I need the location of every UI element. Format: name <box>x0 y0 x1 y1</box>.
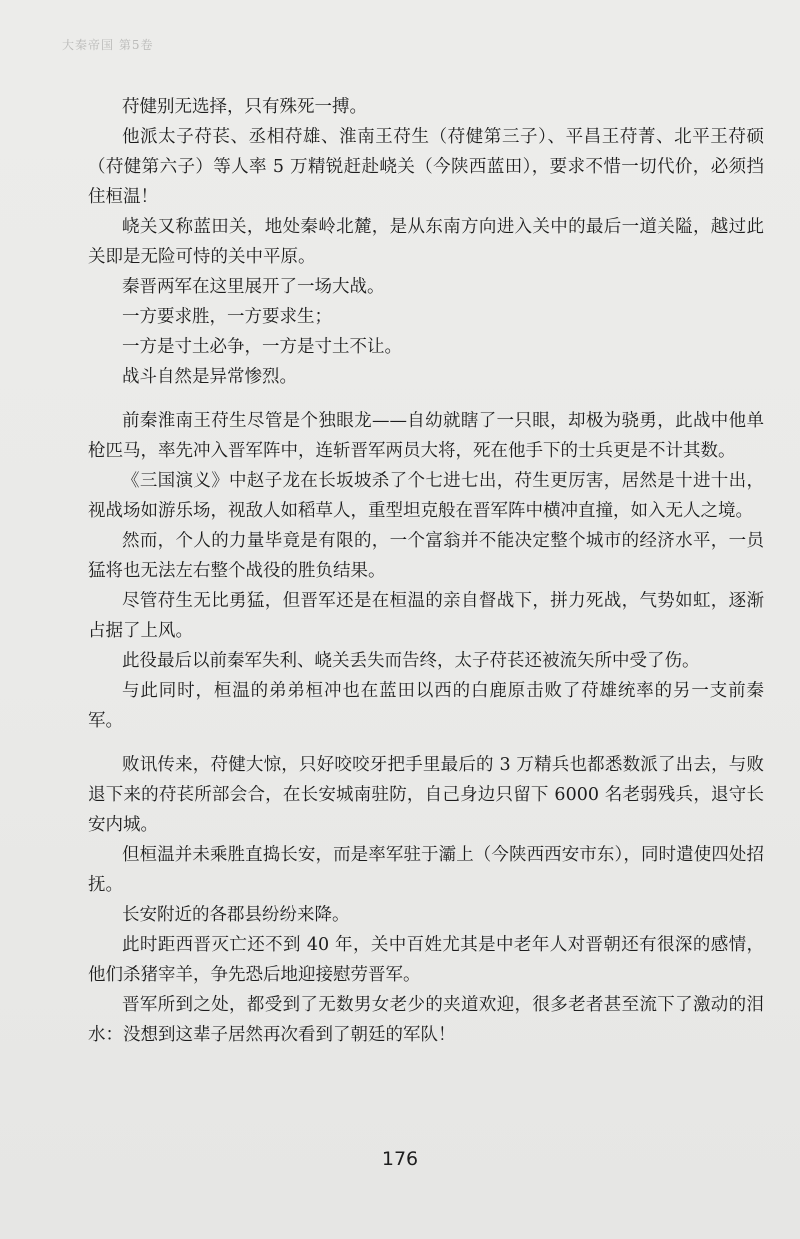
body-text <box>88 92 764 1050</box>
page-number: 176 <box>381 1148 419 1170</box>
paragraph: 此时距西晋灭亡还不到 40 年，关中百姓尤其是中老年人对晋朝还有很深的感情，他们杀猪宰羊，争先恐后地迎接慰劳晋军。 <box>88 935 764 985</box>
paragraph: 长安附近的各郡县纷纷来降。 <box>122 905 350 925</box>
paragraph: 前秦淮南王苻生尽管是个独眼龙——自幼就瞎了一只眼，却极为骁勇，此战中他单枪匹马，率先冲入晋军阵中，连斩晋军两员大将，死在他手下的士兵更是不计其数。 <box>88 411 764 461</box>
paragraph: 败讯传来，苻健大惊，只好咬咬牙把手里最后的 3 万精兵也都悉数派了出去，与败退下来的苻苌所部会合，在长安城南驻防，自己身边只留下 6000 名老弱残兵，退守长安内城。 <box>88 755 764 835</box>
running-header: 大秦帝国 第5卷 <box>62 38 154 52</box>
paragraph: 尽管苻生无比勇猛，但晋军还是在桓温的亲自督战下，拼力死战，气势如虹，逐渐占据了上风。 <box>88 591 764 641</box>
paragraph: 此役最后以前秦军失利、峣关丢失而告终，太子苻苌还被流矢所中受了伤。 <box>122 651 700 671</box>
paragraph: 《三国演义》中赵子龙在长坂坡杀了个七进七出，苻生更厉害，居然是十进十出，视战场如游乐场，视敌人如稻草人，重型坦克般在晋军阵中横冲直撞，如入无人之境。 <box>88 471 764 521</box>
paragraph: 他派太子苻苌、丞相苻雄、淮南王苻生（苻健第三子）、平昌王苻菁、北平王苻硕（苻健第六子）等人率 5 万精锐赶赴峣关（今陕西蓝田），要求不惜一切代价，必须挡住桓温！ <box>88 127 764 207</box>
paragraph: 秦晋两军在这里展开了一场大战。 <box>122 277 385 297</box>
paragraph: 一方是寸土必争，一方是寸土不让。 <box>122 337 402 357</box>
paragraph: 与此同时，桓温的弟弟桓冲也在蓝田以西的白鹿原击败了苻雄统率的另一支前秦军。 <box>88 681 764 731</box>
paragraph: 一方要求胜，一方要求生； <box>122 307 332 327</box>
paragraph: 然而，个人的力量毕竟是有限的，一个富翁并不能决定整个城市的经济水平，一员猛将也无法左右整个战役的胜负结果。 <box>88 531 764 581</box>
paragraph: 苻健别无选择，只有殊死一搏。 <box>122 97 367 117</box>
paragraph: 战斗自然是异常惨烈。 <box>122 367 297 387</box>
paragraph: 峣关又称蓝田关，地处秦岭北麓，是从东南方向进入关中的最后一道关隘，越过此关即是无险可恃的关中平原。 <box>88 217 764 267</box>
paragraph: 晋军所到之处，都受到了无数男女老少的夹道欢迎，很多老者甚至流下了激动的泪水：没想到这辈子居然再次看到了朝廷的军队！ <box>88 995 764 1045</box>
paragraph: 但桓温并未乘胜直捣长安，而是率军驻于灞上（今陕西西安市东），同时遣使四处招抚。 <box>88 845 764 895</box>
